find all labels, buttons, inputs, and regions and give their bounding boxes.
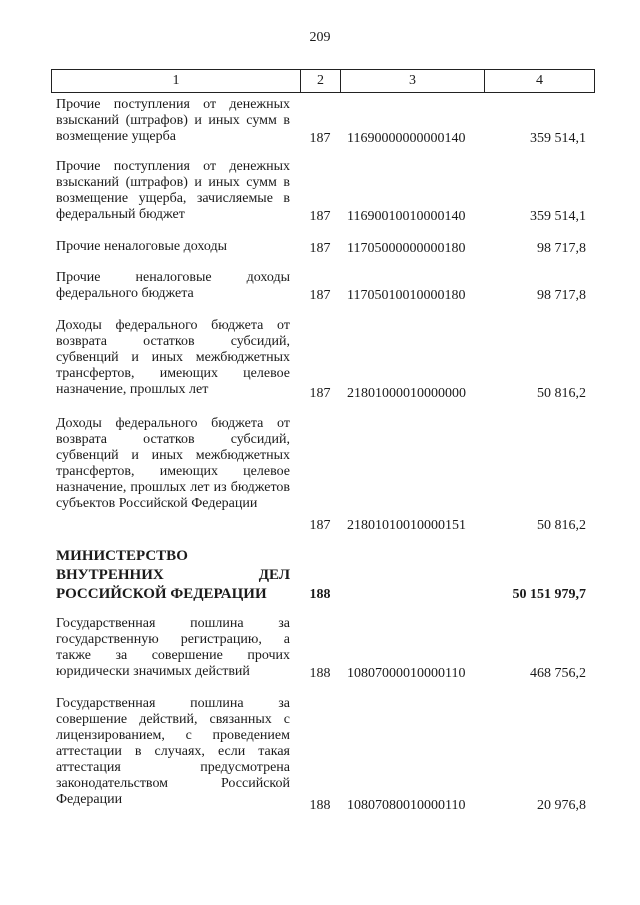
row-amount: 50 151 979,7 xyxy=(512,587,586,602)
row-amount: 98 717,8 xyxy=(537,241,586,256)
row-code: 187 xyxy=(309,288,331,303)
row-code: 187 xyxy=(309,518,331,533)
row-amount: 20 976,8 xyxy=(537,798,586,813)
row-code: 188 xyxy=(309,666,331,681)
table-row xyxy=(0,616,640,682)
row-code: 187 xyxy=(309,241,331,256)
header-col-1: 1 xyxy=(52,70,301,92)
row-description: Прочие поступления от денежных взысканий (штрафов) и иных сумм в возмещение ущерба, зачисляемые в федеральный бюджет xyxy=(56,159,290,222)
header-col-4: 4 xyxy=(536,73,543,88)
table-row xyxy=(0,318,640,402)
row-amount: 359 514,1 xyxy=(530,131,586,146)
row-code: 188 xyxy=(309,587,331,602)
row-description: Государственная пошлина за государственную регистрацию, а также за совершение прочих юридически значимых действий xyxy=(56,616,290,679)
row-description: Прочие поступления от денежных взысканий (штрафов) и иных сумм в возмещение ущерба xyxy=(56,97,290,144)
page-number: 209 xyxy=(309,30,331,45)
row-description: Государственная пошлина за совершение действий, связанных с лицензированием, с проведением аттестации в случаях, если такая аттестация предусмотрена законодательством Российской Федерации xyxy=(56,696,290,807)
row-amount: 98 717,8 xyxy=(537,288,586,303)
header-col-2: 2 xyxy=(301,70,341,92)
table-header xyxy=(51,69,595,93)
table-row xyxy=(0,97,640,147)
row-code: 187 xyxy=(309,209,331,224)
row-amount: 359 514,1 xyxy=(530,209,586,224)
table-row xyxy=(0,239,640,257)
row-kbk: 21801000010000000 xyxy=(347,386,466,401)
row-amount: 50 816,2 xyxy=(537,386,586,401)
table-row xyxy=(0,416,640,534)
row-amount: 468 756,2 xyxy=(530,666,586,681)
row-kbk: 11705000000000180 xyxy=(347,241,466,256)
row-kbk: 11690000000000140 xyxy=(347,131,466,146)
row-code: 187 xyxy=(309,386,331,401)
row-kbk: 10807080010000110 xyxy=(347,798,466,813)
row-code: 187 xyxy=(309,131,331,146)
table-row xyxy=(0,696,640,814)
row-amount: 50 816,2 xyxy=(537,518,586,533)
row-kbk: 10807000010000110 xyxy=(347,666,466,681)
row-kbk: 11705010010000180 xyxy=(347,288,466,303)
row-kbk: 21801010010000151 xyxy=(347,518,466,533)
row-code: 188 xyxy=(309,798,331,813)
table-row xyxy=(0,159,640,225)
table-row xyxy=(0,547,640,603)
table-row xyxy=(0,270,640,304)
row-kbk: 11690010010000140 xyxy=(347,209,466,224)
row-description: Прочие неналоговые доходы xyxy=(56,239,228,254)
header-col-3: 3 xyxy=(341,70,485,92)
row-description: Прочие неналоговые доходы федерального бюджета xyxy=(56,270,290,301)
row-description: Доходы федерального бюджета от возврата остатков субсидий, субвенций и иных межбюджетных трансфертов, имеющих целевое назначение, прошлых лет из бюджетов субъектов Российской Федерации xyxy=(56,416,290,511)
ministry-heading: МИНИСТЕРСТВО ВНУТРЕННИХ ДЕЛ РОССИЙСКОЙ ФЕДЕРАЦИИ xyxy=(56,548,290,602)
row-description: Доходы федерального бюджета от возврата остатков субсидий, субвенций и иных межбюджетных трансфертов, имеющих целевое назначение, прошлых лет xyxy=(56,318,290,397)
